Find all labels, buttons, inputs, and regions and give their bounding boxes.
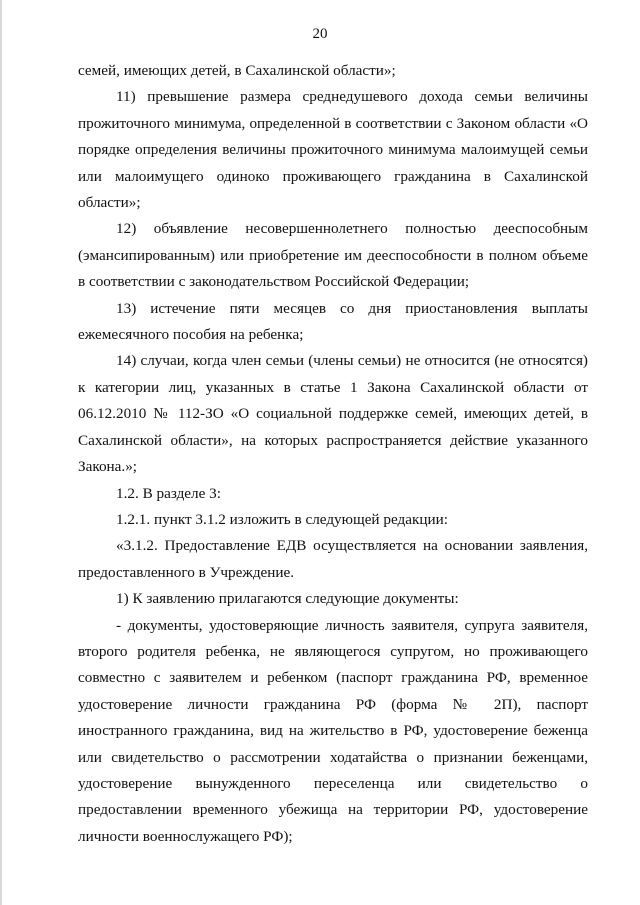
paragraph-identity-documents: - документы, удостоверяющие личность заявителя, супруга заявителя, второго родителя ребенка, не являющегося супругом, но проживающего совместно с заявителем и ребенком (паспорт гражданина РФ, временное удостоверение личности гражданина РФ (форма № 2П), паспорт иностранного гражданина, вид на жительство в РФ, удостоверение беженца или свидетельство о рассмотрении ходатайства о признании беженцами, удостоверение вынужденного переселенца или свидетельство о предоставлении временного убежища на территории РФ, удостоверение личности военнослужащего РФ);	[78, 616, 588, 845]
paragraph-section-1-2: 1.2. В разделе 3:	[116, 484, 221, 502]
paragraph-item-13: 13) истечение пяти месяцев со дня приостановления выплаты ежемесячного пособия на ребенка;	[78, 299, 588, 344]
paragraph-item-11: 11) превышение размера среднедушевого дохода семьи величины прожиточного минимума, определенной в соответствии с Законом области «О порядке определения величины прожиточного минимума малоимущей семьи или малоимущего одиноко проживающего гражданина в Сахалинской области»;	[78, 88, 588, 212]
paragraph-item-12: 12) объявление несовершеннолетнего полностью дееспособным (эмансипированным) или приобретение им дееспособности в полном объеме в соответствии с законодательством Российской Федерации;	[78, 220, 588, 291]
paragraph-continuation: семей, имеющих детей, в Сахалинской области»;	[78, 62, 396, 79]
paragraph-section-1-2-1: 1.2.1. пункт 3.1.2 изложить в следующей редакции:	[116, 510, 448, 528]
paragraph-clause-3-1-2: «3.1.2. Предоставление ЕДВ осуществляется на основании заявления, предоставленного в Учреждение.	[78, 537, 588, 581]
paragraph-item-14: 14) случаи, когда член семьи (члены семьи) не относится (не относятся) к категории лиц, указанных в статье 1 Закона Сахалинской области от 06.12.2010 № 112-ЗО «О социальной поддержке семей, имеющих детей, в Сахалинской области», на которых распространяется действие указанного Закона.»;	[78, 352, 588, 476]
page-edge	[0, 0, 2, 905]
paragraph-documents-list: 1) К заявлению прилагаются следующие документы:	[116, 590, 459, 608]
page-number: 20	[312, 26, 328, 42]
document-body	[78, 58, 588, 850]
